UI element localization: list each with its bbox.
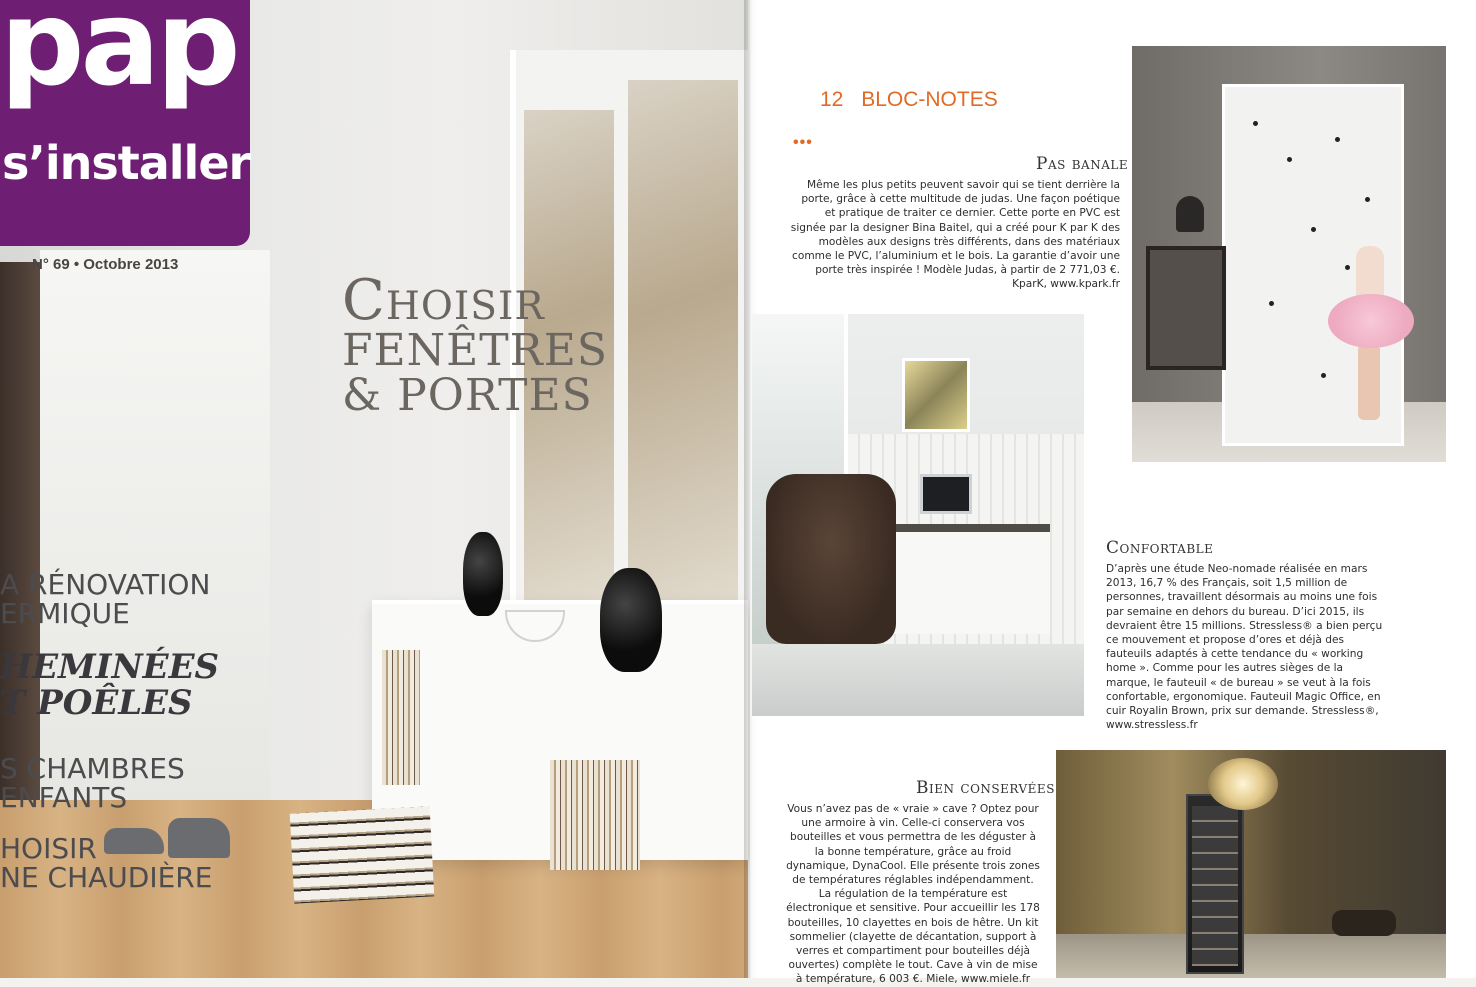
cover-teaser <box>0 647 220 723</box>
photo-shelf <box>1146 246 1226 370</box>
photo-tutu <box>1328 294 1414 348</box>
photo-painting <box>902 358 970 432</box>
wine-cabinet-photo <box>1056 750 1446 978</box>
cover-book-stack <box>290 806 435 903</box>
article-body: Même les plus petits peuvent savoir qui se tient derrière la porte, grâce à cette multitude de judas. Une façon poétique et pratique de traiter ce dernier. Cette porte en PVC est signée par la designer Bina Baitel, qui a créé pour K par K des modèles aux designs très différents, dans des matériaux comme le PVC, l’aluminium et le bois. La garantie d’avoir une porte très inspirée ! Modèle Judas, à partir de 2 771,03 €. KparK, www.kpark.fr <box>790 179 1120 291</box>
cover-door-edge <box>0 262 40 822</box>
section-dots: ••• <box>793 134 813 151</box>
teaser-line: HEMINÉES <box>0 647 220 687</box>
article-title: Pas banale <box>1036 154 1129 174</box>
issue-date: N° 69 • Octobre 2013 <box>32 256 179 273</box>
peephole <box>1365 197 1370 202</box>
photo-floor <box>1056 934 1446 978</box>
headline-line: & PORTES <box>342 369 593 421</box>
peephole <box>1321 373 1326 378</box>
cover-vase <box>463 532 503 616</box>
teaser-line: HOISIR <box>0 832 97 865</box>
cover-shelf-books <box>382 650 420 785</box>
photo-floor <box>752 644 1084 716</box>
teaser-line: S CHAMBRES <box>0 752 185 785</box>
peephole <box>1287 157 1292 162</box>
teaser-line: A RÉNOVATION <box>0 568 211 601</box>
photo-monitor <box>920 474 972 514</box>
photo-wine-shelves <box>1192 806 1238 966</box>
teaser-line: ENFANTS <box>0 781 128 815</box>
photo-child-legs <box>1358 344 1380 420</box>
photo-pendant-lamp <box>1208 758 1278 810</box>
article-title: Confortable <box>1106 538 1214 558</box>
teaser-line: T POÊLES <box>0 682 193 723</box>
office-photo <box>752 314 1084 716</box>
cover-teaser <box>0 754 185 813</box>
section-header <box>820 88 998 112</box>
peephole <box>1311 227 1316 232</box>
logo-main-text: pap <box>0 0 237 112</box>
cover-teaser <box>0 834 212 893</box>
teaser-line: ERMIQUE <box>0 597 130 631</box>
page-number: 12 <box>820 88 844 111</box>
magazine-logo <box>0 0 250 246</box>
cover-wall <box>40 250 270 820</box>
headline-line: Choisir <box>342 268 545 333</box>
cover-teaser <box>0 570 210 629</box>
door-photo <box>1132 46 1446 456</box>
section-title: BLOC-NOTES <box>861 88 998 111</box>
teaser-line: NE CHAUDIÈRE <box>0 861 213 895</box>
photo-armchair <box>766 474 896 644</box>
article-body: Vous n’avez pas de « vraie » cave ? Optez pour une armoire à vin. Celle-ci conservera vos bouteilles et vous permettra de les déguster à la bonne température, grâce au froid dynamique, DynaCool. Elle présente trois zones de températures réglables indépendamment. La régulation de la température est électronique et sensitive. Pour accueillir les 178 bouteilles, 10 clayettes en bois de hêtre. Un kit sommelier (clayette de décantation, support à verres et compartiment pour bouteilles déjà ouvertes) complète le tout. Cave à vin de mise à température, 6 003 €. Miele, www.miele.fr <box>786 803 1040 986</box>
logo-sub-text: s’installer <box>2 136 251 190</box>
article-title: Bien conservées <box>916 778 1055 798</box>
photo-logs <box>1332 910 1396 936</box>
photo-lamp <box>1176 196 1204 232</box>
peephole <box>1253 121 1258 126</box>
cover-shelf-books <box>550 760 640 870</box>
peephole <box>1345 265 1350 270</box>
cover-headline <box>342 268 662 421</box>
peephole <box>1335 137 1340 142</box>
peephole <box>1269 301 1274 306</box>
cover-vase <box>600 568 662 672</box>
headline-line: FENÊTRES <box>342 325 609 377</box>
article-body: D’après une étude Neo-nomade réalisée en mars 2013, 16,7 % des Français, soit 1,5 million de personnes, travaillent désormais au moins une fois par semaine en dehors du bureau. D’ici 2015, ils devraient être 15 millions. Stressless® a bien perçu ce mouvement et propose d’ores et déjà des fauteuils adaptés à cette tendance du « working home ». Comme pour les autres sièges de la marque, le fauteuil « de bureau » se veut à la fois confortable, ergonomique. Fauteuil Magic Office, en cuir Royalin Brown, prix sur demande. Stressless®, www.stressless.fr <box>1106 563 1383 732</box>
